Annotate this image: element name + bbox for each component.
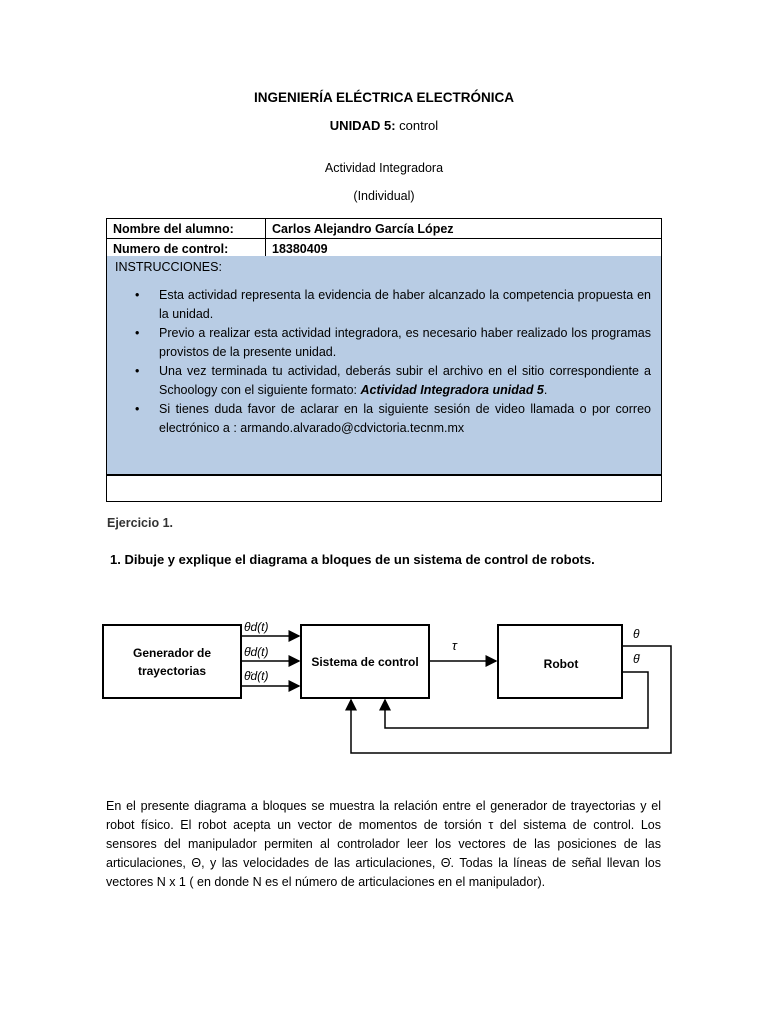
bullet-icon: • (135, 402, 140, 416)
empty-table-row (106, 475, 662, 502)
block-diagram (0, 600, 768, 770)
unit-line (0, 118, 768, 133)
explanation-paragraph: En el presente diagrama a bloques se muestra la relación entre el generador de trayectorias y el robot físico. El robot acepta un vector de momentos de torsión τ del sistema de control. Los sensores del manipulador permiten al controlador leer los vectores de las posiciones de las articulaciones, Θ, y las velocidades de las articulaciones, Θ̇. Todas la líneas de señal llevan los vectores N x 1 ( en donde N es el número de articulaciones en el manipulador). (106, 799, 661, 889)
document-title: INGENIERÍA ELÉCTRICA ELECTRÓNICA (253, 90, 514, 105)
torque-label: τ (452, 638, 457, 653)
bullet-icon: • (135, 364, 140, 378)
bullet-icon: • (135, 326, 140, 340)
list-item-text-end: . (543, 383, 548, 397)
generator-label-2: trayectorias (137, 664, 207, 678)
list-item (135, 362, 651, 400)
output-theta: θ (633, 627, 640, 641)
name-label: Nombre del alumno: (107, 219, 266, 239)
robot-block-label: Robot (543, 657, 579, 671)
exercise-question: 1. Dibuje y explique el diagrama a bloques de un sistema de control de robots. (110, 552, 595, 567)
list-item (135, 286, 651, 324)
list-item-text: Esta actividad representa la evidencia de haber alcanzado la competencia propuesta en la unidad. (159, 288, 651, 321)
unit-label: UNIDAD 5: (329, 118, 396, 133)
list-item (135, 324, 651, 362)
signal-theta-d: θd(t) (244, 620, 269, 634)
signal-theta-dot-d: θ̇d(t) (244, 645, 269, 659)
activity-mode: (Individual) (353, 189, 415, 203)
list-item-text: Una vez terminada tu actividad, deberás subir el archivo en el sitio correspondiente a Schoology con el siguiente formato: (159, 364, 651, 397)
control-label: Numero de control: (107, 239, 266, 259)
activity-title: Actividad Integradora (324, 161, 444, 175)
output-theta-dot: θ̇ (633, 652, 640, 666)
list-item-text: Si tienes duda favor de aclarar en la siguiente sesión de video llamada o por correo electrónico a : armando.alvarado@cdvictoria.tecnm.mx (159, 402, 651, 435)
control-value: 18380409 (266, 239, 662, 259)
signal-theta-ddot-d: θ̈d(t) (244, 669, 269, 683)
list-item (135, 400, 651, 438)
instructions-heading: INSTRUCCIONES: (115, 260, 222, 274)
exercise-title: Ejercicio 1. (107, 516, 174, 530)
instructions-list (107, 286, 663, 438)
list-item-text: Previo a realizar esta actividad integradora, es necesario haber realizado los programas provistos de la presente unidad. (159, 326, 651, 359)
instructions-box (106, 256, 662, 475)
student-info-table (106, 218, 662, 259)
table-row (107, 219, 662, 239)
generator-label-1: Generador de (132, 646, 212, 660)
bullet-icon: • (135, 288, 140, 302)
control-block-label: Sistema de control (311, 655, 419, 669)
generator-block (103, 625, 241, 698)
unit-name: control (399, 118, 439, 133)
name-value: Carlos Alejandro García López (266, 219, 662, 239)
format-name: Actividad Integradora unidad 5 (360, 383, 544, 397)
